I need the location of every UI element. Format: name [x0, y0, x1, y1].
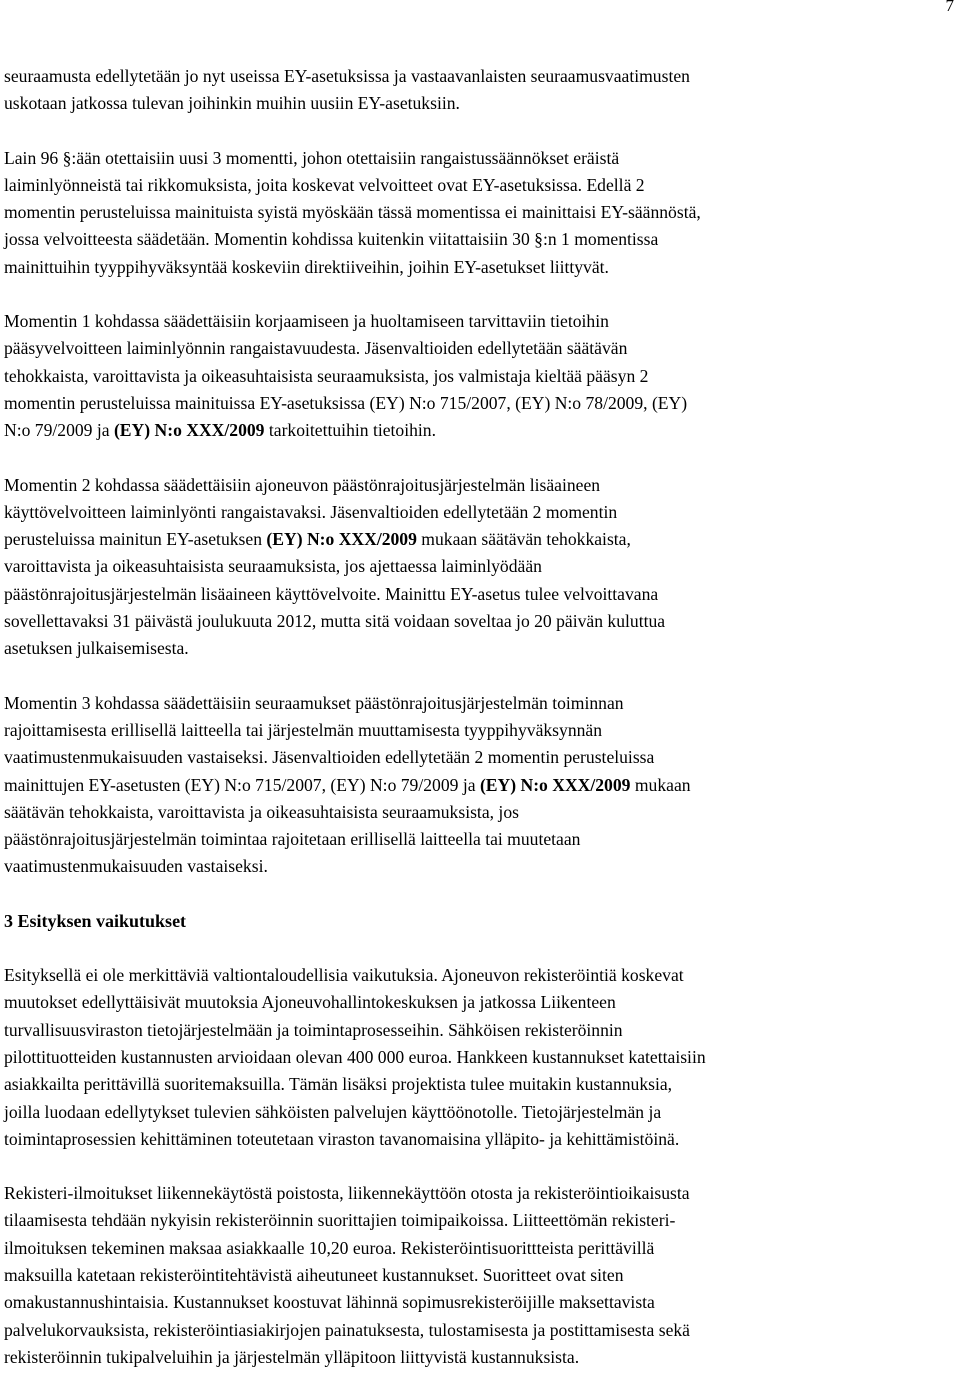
bold-text: (EY) N:o XXX/2009 [479, 774, 631, 795]
text-segment: palvelukorvauksista, rekisteröintiasiakirjojen painatuksesta, tulostamisesta ja postittamisesta sekä [4, 1319, 690, 1340]
text-line [4, 335, 956, 362]
text-line [4, 1099, 956, 1126]
text-segment: pilottituotteiden kustannusten arvioidaan olevan 400 000 euroa. Hankkeen kustannukset katettaisiin [4, 1046, 706, 1067]
text-segment: mukaan [630, 774, 691, 795]
text-line [4, 744, 956, 771]
text-line [4, 1207, 956, 1234]
text-segment: päästönrajoitusjärjestelmän lisäaineen käyttövelvoite. Mainittu EY-asetus tulee velvoittavana [4, 583, 659, 604]
text-segment: rekisteröinnin tukipalveluihin ja järjestelmän ylläpitoon liittyvistä kustannuksista. [4, 1346, 580, 1367]
text-line [4, 799, 956, 826]
text-segment: käyttövelvoitteen laiminlyönti rangaistavaksi. Jäsenvaltioiden edellytetään 2 momentin [4, 501, 618, 522]
text-line [4, 417, 956, 444]
text-segment: säätävän tehokkaista, varoittavista ja oikeasuhtaisista seuraamuksista, jos [4, 801, 519, 822]
text-line [4, 526, 956, 553]
text-segment: seuraamusta edellytetään jo nyt useissa EY-asetuksissa ja vastaavanlaisten seuraamusvaatimusten [4, 66, 690, 86]
bold-text: (EY) N:o XXX/2009 [266, 529, 417, 550]
text-segment: Momentin 3 kohdassa säädettäisiin seuraamukset päästönrajoitusjärjestelmän toiminnan [4, 692, 624, 713]
text-line [4, 1180, 956, 1207]
text-line [4, 1289, 956, 1316]
text-line [4, 962, 956, 989]
text-line [4, 363, 956, 390]
text-segment: maksuilla katetaan rekisteröintitehtävistä aiheutuneet kustannukset. Suoritteet ovat siten [4, 1264, 624, 1285]
text-segment: uskotaan jatkossa tulevan joihinkin muihin uusiin EY-asetuksiin. [4, 93, 460, 114]
text-segment: päästönrajoitusjärjestelmän toimintaa rajoitetaan erillisellä laitteella tai muutetaan [4, 829, 581, 850]
text-segment: sovellettavaksi 31 päivästä joulukuuta 2012, mutta sitä voidaan soveltaa jo 20 päivän kuluttua [4, 611, 666, 632]
text-line [4, 635, 956, 662]
text-line [4, 1017, 956, 1044]
text-line [4, 254, 956, 281]
text-segment: omakustannushintaisia. Kustannukset koostuvat lähinnä sopimusrekisteröijille maksettavista [4, 1292, 655, 1313]
text-line [4, 1262, 956, 1289]
text-line [4, 690, 956, 717]
text-segment: jossa velvoitteesta säädetään. Momentin kohdissa kuitenkin viitattaisiin 30 §:n 1 momentissa [4, 229, 659, 250]
paragraph-p2 [4, 145, 956, 281]
text-segment: N:o 79/2009 ja [4, 420, 114, 441]
bold-text: (EY) N:o XXX/2009 [113, 420, 265, 441]
text-segment: rajoittamisesta erillisellä laitteella tai järjestelmän muuttamisesta tyyppihyväksynnän [4, 719, 603, 740]
text-line [4, 145, 956, 172]
text-segment: muutokset edellyttäisivät muutoksia Ajoneuvohallintokeskuksen ja jatkossa Liikenteen [4, 992, 616, 1013]
text-line [4, 390, 956, 417]
text-segment: tarkoitettuihin tietoihin. [264, 420, 436, 441]
text-segment: vaatimustenmukaisuuden vastaiseksi. [4, 856, 268, 877]
page-number: 7 [945, 0, 954, 15]
paragraph-p4 [4, 472, 956, 663]
paragraph-s1 [4, 962, 956, 1153]
paragraph-p3 [4, 308, 956, 444]
text-line [4, 1126, 956, 1153]
text-segment: Momentin 2 kohdassa säädettäisiin ajoneuvon päästönrajoitusjärjestelmän lisäaineen [4, 474, 601, 495]
text-segment: tilaamisesta tehdään nykyisin rekisteröinnin suorittajien toimipaikoissa. Liitteettömän rekisteri- [4, 1210, 676, 1231]
text-line [4, 172, 956, 199]
text-line [4, 1235, 956, 1262]
text-line [4, 989, 956, 1016]
text-line [4, 1044, 956, 1071]
text-line [4, 853, 956, 880]
text-line [4, 553, 956, 580]
text-segment: perusteluissa mainitun EY-asetuksen [4, 529, 267, 550]
text-segment: laiminlyönneistä tai rikkomuksista, joita koskevat velvoitteet ovat EY-asetuksissa. Edellä 2 [4, 174, 645, 195]
text-segment: toimintaprosessien kehittäminen toteutetaan viraston tavanomaisina ylläpito- ja kehittämistöinä. [4, 1128, 680, 1149]
body-paragraphs [4, 63, 956, 881]
text-line [4, 826, 956, 853]
text-segment: tehokkaista, varoittavista ja oikeasuhtaisista seuraamuksista, jos valmistaja kieltää pääsyn 2 [4, 365, 649, 386]
paragraph-p1 [4, 63, 956, 118]
text-segment: asiakkailta perittävillä suoritemaksuilla. Tämän lisäksi projektista tulee muitakin kustannuksia, [4, 1074, 673, 1095]
text-segment: momentin perusteluissa mainituissa EY-asetuksissa (EY) N:o 715/2007, (EY) N:o 78/2009, (EY) [4, 392, 688, 413]
text-line [4, 472, 956, 499]
paragraph-s2 [4, 1180, 956, 1371]
section-heading: 3 Esityksen vaikutukset [4, 910, 187, 931]
text-line [4, 581, 956, 608]
text-line [4, 499, 956, 526]
text-segment: vaatimustenmukaisuuden vastaiseksi. Jäsenvaltioiden edellytetään 2 momentin perusteluissa [4, 747, 655, 768]
text-line [4, 1317, 956, 1344]
text-line [4, 90, 956, 117]
text-segment: momentin perusteluissa mainituista syistä myöskään tässä momentissa ei mainittaisi EY-säännöstä, [4, 202, 701, 223]
text-segment: varoittavista ja oikeasuhtaisista seuraamuksista, jos ajettaessa laiminlyödään [4, 556, 542, 577]
text-segment: ilmoituksen tekeminen maksaa asiakkaalle 10,20 euroa. Rekisteröintisuorittteista perittävillä [4, 1237, 655, 1258]
section-paragraphs [4, 962, 956, 1371]
text-segment: asetuksen julkaisemisesta. [4, 638, 189, 659]
text-segment: Esityksellä ei ole merkittäviä valtiontaloudellisia vaikutuksia. Ajoneuvon rekisteröintiä koskevat [4, 965, 684, 986]
text-line [4, 717, 956, 744]
paragraph-p5 [4, 690, 956, 881]
text-line [4, 226, 956, 253]
text-line [4, 608, 956, 635]
text-segment: mainittuihin tyyppihyväksyntää koskeviin direktiiveihin, joihin EY-asetukset liittyvät. [4, 256, 609, 277]
text-segment: joilla luodaan edellytykset tulevien sähköisten palvelujen käyttöönotolle. Tietojärjestelmän ja [4, 1101, 662, 1122]
text-line [4, 1344, 956, 1371]
text-segment: turvallisuusviraston tietojärjestelmään ja toimintaprosesseihin. Sähköisen rekisteröinnin [4, 1019, 623, 1040]
text-line [4, 1071, 956, 1098]
text-segment: Lain 96 §:ään otettaisiin uusi 3 momentti, johon otettaisiin rangaistussäännökset eräistä [4, 147, 620, 168]
text-segment: pääsyvelvoitteen laiminlyönnin rangaistavuudesta. Jäsenvaltioiden edellytetään säätävän [4, 338, 628, 359]
document-body [4, 63, 956, 1398]
text-segment: mainittujen EY-asetusten (EY) N:o 715/2007, (EY) N:o 79/2009 ja [4, 774, 480, 795]
text-line [4, 63, 956, 90]
text-segment: Momentin 1 kohdassa säädettäisiin korjaamiseen ja huoltamiseen tarvittaviin tietoihin [4, 311, 609, 332]
text-segment: Rekisteri-ilmoitukset liikennekäytöstä poistosta, liikennekäyttöön otosta ja rekisteröintioikaisusta [4, 1183, 690, 1204]
text-line [4, 772, 956, 799]
text-line [4, 199, 956, 226]
text-line [4, 308, 956, 335]
text-segment: mukaan säätävän tehokkaista, [416, 529, 631, 550]
